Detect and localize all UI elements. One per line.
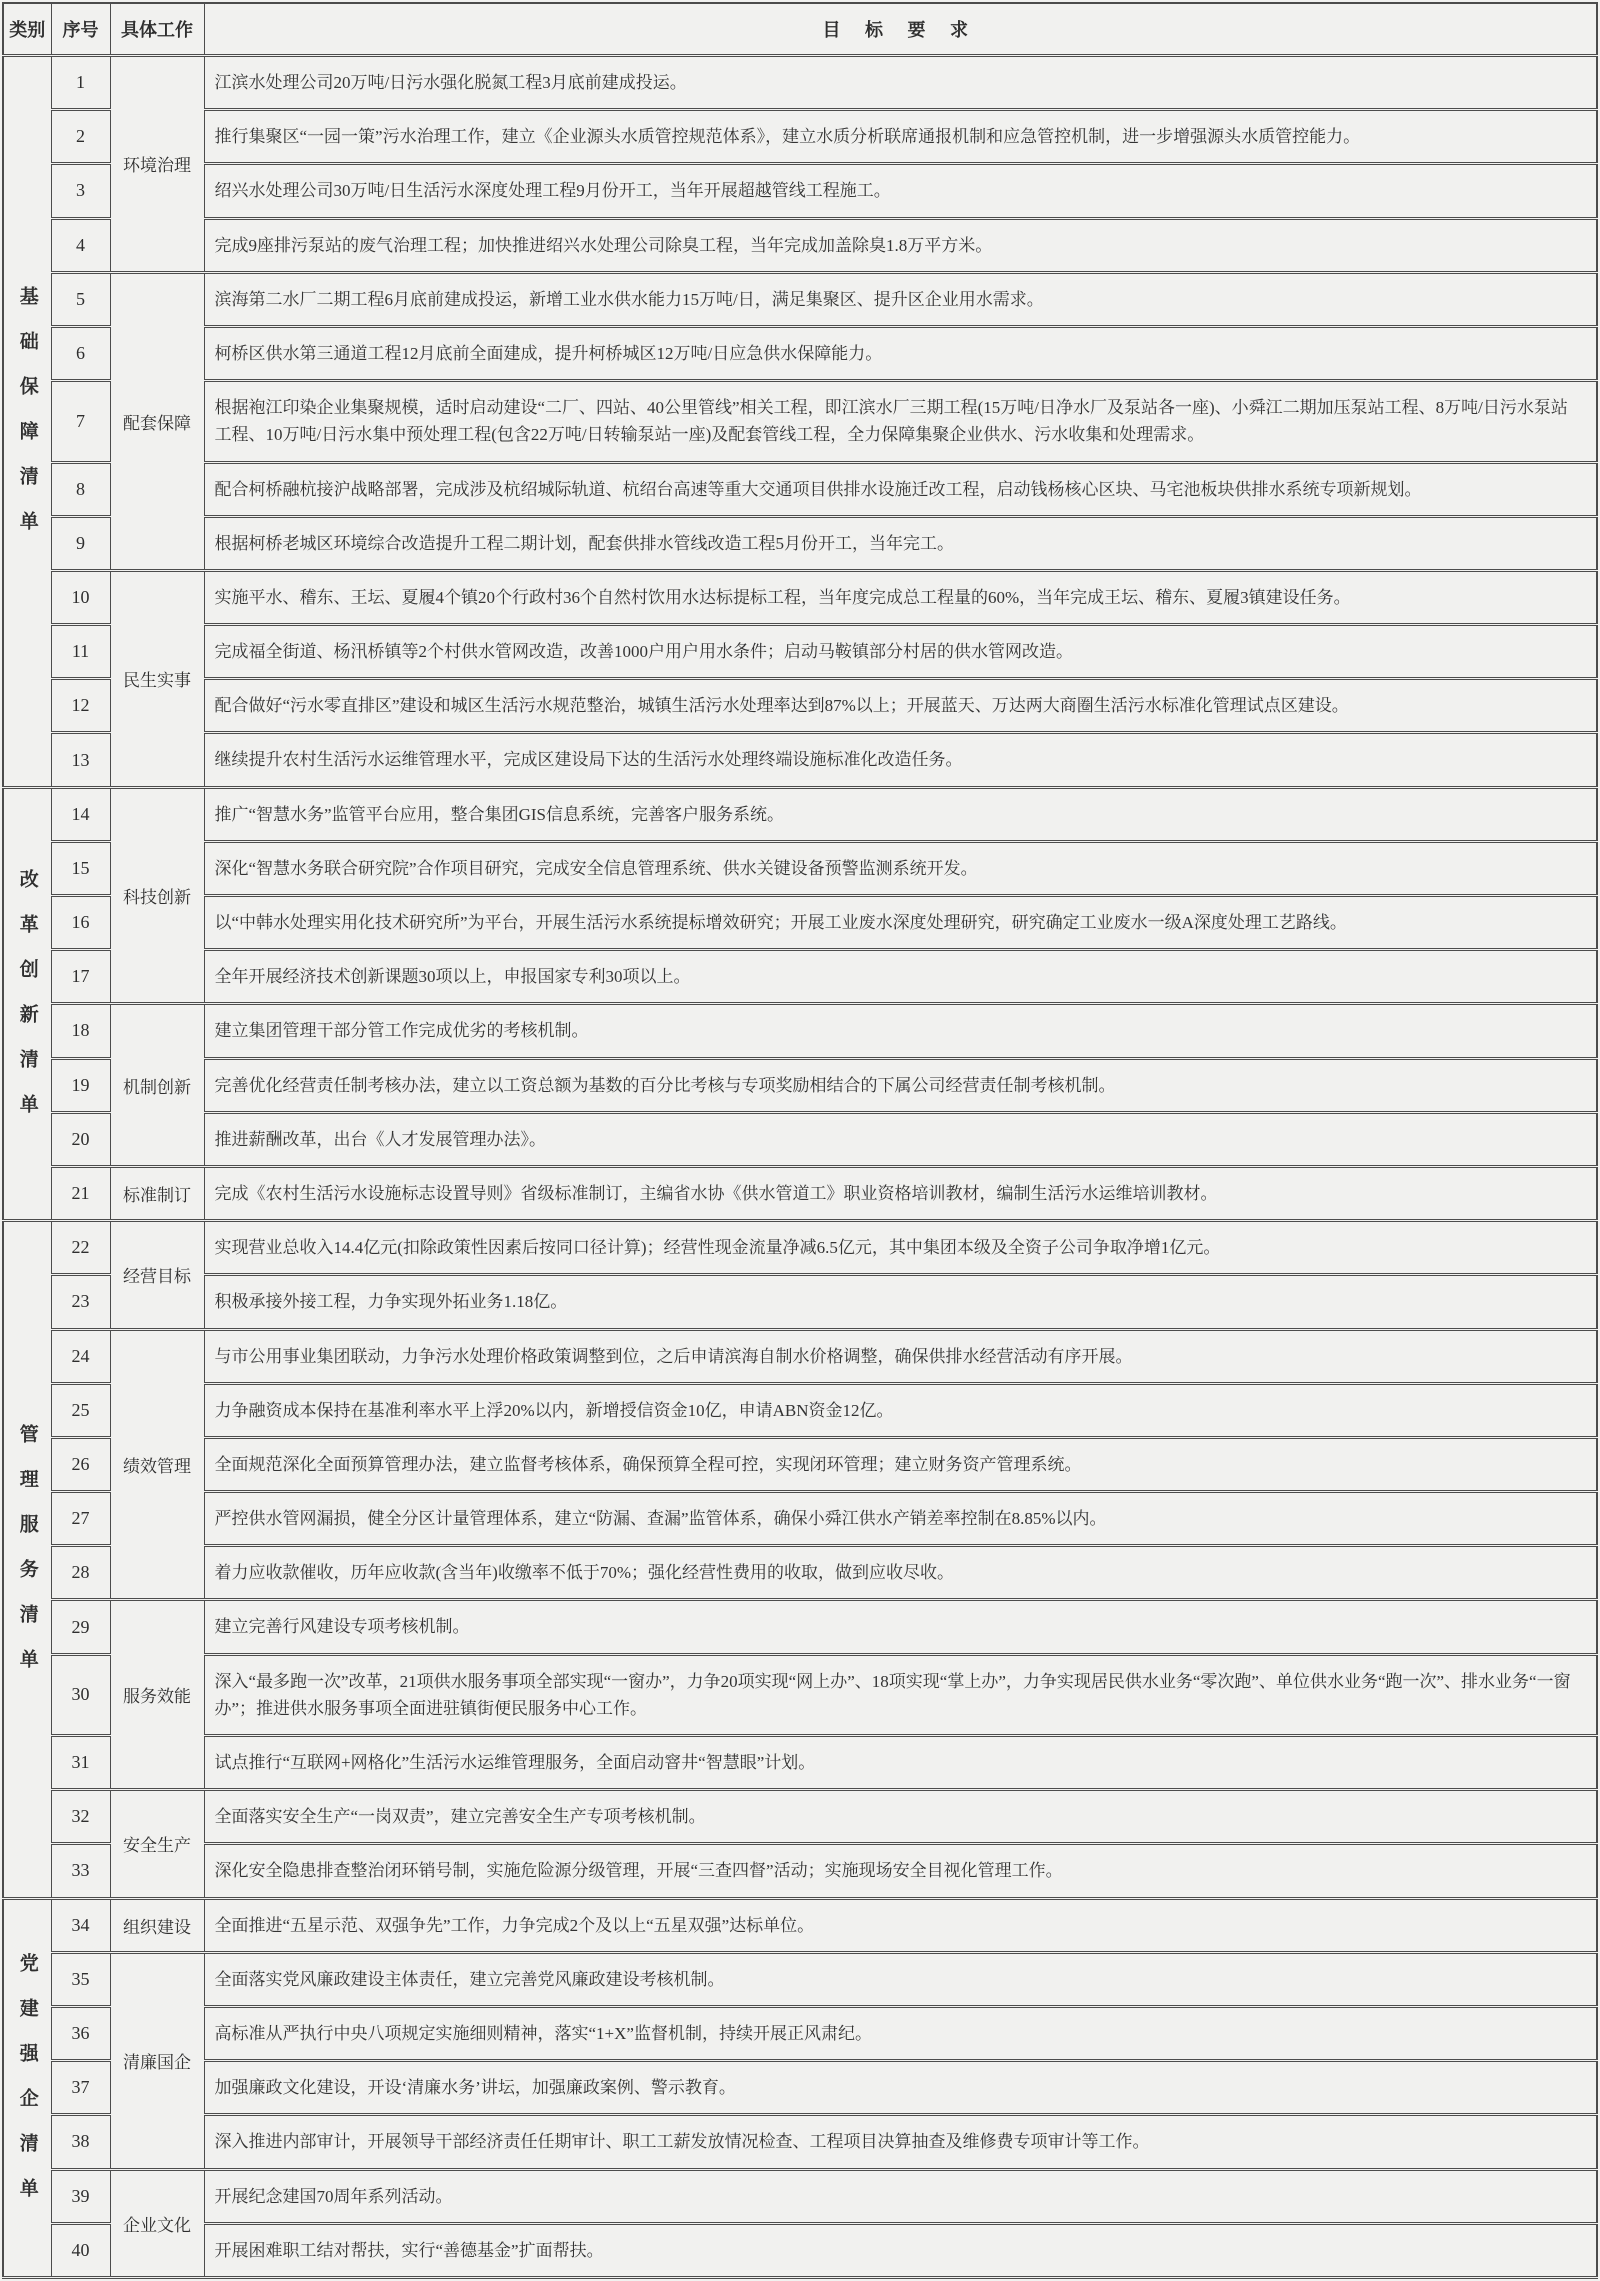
table-row xyxy=(3,1329,1597,1383)
row-number: 21 xyxy=(51,1166,110,1220)
goal-cell: 实现营业总收入14.4亿元(扣除政策性因素后按同口径计算)；经营性现金流量净减6.5亿元，其中集团本级及全资子公司争取净增1亿元。 xyxy=(204,1221,1597,1275)
row-number: 14 xyxy=(51,787,110,841)
goal-cell: 试点推行“互联网+网格化”生活污水运维管理服务，全面启动窨井“智慧眼”计划。 xyxy=(204,1736,1597,1790)
table-row xyxy=(3,625,1597,679)
work-cell: 科技创新 xyxy=(110,787,204,1004)
goal-cell: 全面落实党风廉政建设主体责任，建立完善党风廉政建设考核机制。 xyxy=(204,1952,1597,2006)
header-work: 具体工作 xyxy=(110,3,204,56)
row-number: 10 xyxy=(51,570,110,624)
goal-cell: 配合做好“污水零直排区”建设和城区生活污水规范整治，城镇生活污水处理率达到87%以上；开展蓝天、万达两大商圈生活污水标准化管理试点区建设。 xyxy=(204,679,1597,733)
row-number: 30 xyxy=(51,1654,110,1735)
table-row xyxy=(3,1221,1597,1275)
goal-cell: 高标准从严执行中央八项规定实施细则精神，落实“1+X”监督机制，持续开展正风肃纪。 xyxy=(204,2006,1597,2060)
goal-cell: 全年开展经济技术创新课题30项以上，申报国家专利30项以上。 xyxy=(204,950,1597,1004)
table-row xyxy=(3,733,1597,787)
row-number: 26 xyxy=(51,1437,110,1491)
goal-cell: 滨海第二水厂二期工程6月底前建成投运，新增工业水供水能力15万吨/日，满足集聚区、提升区企业用水需求。 xyxy=(204,272,1597,326)
goal-cell: 全面落实安全生产“一岗双责”，建立完善安全生产专项考核机制。 xyxy=(204,1790,1597,1844)
category-label: 改革创新清单 xyxy=(16,868,38,1139)
row-number: 1 xyxy=(51,56,110,110)
goal-cell: 以“中韩水处理实用化技术研究所”为平台，开展生活污水系统提标增效研究；开展工业废水深度处理研究，研究确定工业废水一级A深度处理工艺路线。 xyxy=(204,896,1597,950)
goal-cell: 绍兴水处理公司30万吨/日生活污水深度处理工程9月份开工，当年开展超越管线工程施工。 xyxy=(204,164,1597,218)
header-goal: 目 标 要 求 xyxy=(204,3,1597,56)
table-row xyxy=(3,2061,1597,2115)
goal-cell: 深化安全隐患排查整治闭环销号制，实施危险源分级管理，开展“三查四督”活动；实施现场安全目视化管理工作。 xyxy=(204,1844,1597,1898)
goal-cell: 配合柯桥融杭接沪战略部署，完成涉及杭绍城际轨道、杭绍台高速等重大交通项目供排水设施迁改工程，启动钱杨核心区块、马宅池板块供排水系统专项新规划。 xyxy=(204,462,1597,516)
table-row xyxy=(3,218,1597,272)
row-number: 31 xyxy=(51,1736,110,1790)
row-number: 20 xyxy=(51,1112,110,1166)
goal-cell: 严控供水管网漏损，健全分区计量管理体系，建立“防漏、查漏”监管体系，确保小舜江供水产销差率控制在8.85%以内。 xyxy=(204,1492,1597,1546)
work-cell: 企业文化 xyxy=(110,2169,204,2277)
goal-cell: 着力应收款催收，历年应收款(含当年)收缴率不低于70%；强化经营性费用的收取，做到应收尽收。 xyxy=(204,1546,1597,1600)
table-row xyxy=(3,1898,1597,1952)
work-cell: 配套保障 xyxy=(110,272,204,570)
row-number: 23 xyxy=(51,1275,110,1329)
table-row xyxy=(3,1790,1597,1844)
row-number: 3 xyxy=(51,164,110,218)
table-row xyxy=(3,462,1597,516)
table-row xyxy=(3,1736,1597,1790)
row-number: 8 xyxy=(51,462,110,516)
row-number: 11 xyxy=(51,625,110,679)
row-number: 29 xyxy=(51,1600,110,1654)
table-row xyxy=(3,679,1597,733)
table-row xyxy=(3,950,1597,1004)
goal-cell: 推行集聚区“一园一策”污水治理工作，建立《企业源头水质管控规范体系》，建立水质分析联席通报机制和应急管控机制，进一步增强源头水质管控能力。 xyxy=(204,110,1597,164)
row-number: 5 xyxy=(51,272,110,326)
goal-cell: 加强廉政文化建设，开设‘清廉水务’讲坛，加强廉政案例、警示教育。 xyxy=(204,2061,1597,2115)
row-number: 7 xyxy=(51,381,110,462)
row-number: 36 xyxy=(51,2006,110,2060)
work-cell: 组织建设 xyxy=(110,1898,204,1952)
work-cell: 绩效管理 xyxy=(110,1329,204,1600)
row-number: 19 xyxy=(51,1058,110,1112)
row-number: 17 xyxy=(51,950,110,1004)
goal-cell: 根据柯桥老城区环境综合改造提升工程二期计划，配套供排水管线改造工程5月份开工，当年完工。 xyxy=(204,516,1597,570)
goal-cell: 建立集团管理干部分管工作完成优劣的考核机制。 xyxy=(204,1004,1597,1058)
table-row xyxy=(3,1275,1597,1329)
goal-cell: 建立完善行风建设专项考核机制。 xyxy=(204,1600,1597,1654)
row-number: 35 xyxy=(51,1952,110,2006)
row-number: 32 xyxy=(51,1790,110,1844)
goal-cell: 完成《农村生活污水设施标志设置导则》省级标准制订，主编省水协《供水管道工》职业资格培训教材，编制生活污水运维培训教材。 xyxy=(204,1166,1597,1220)
work-cell: 安全生产 xyxy=(110,1790,204,1898)
goal-cell: 深入推进内部审计，开展领导干部经济责任任期审计、职工工薪发放情况检查、工程项目决算抽查及维修费专项审计等工作。 xyxy=(204,2115,1597,2169)
goal-cell: 推进薪酬改革，出台《人才发展管理办法》。 xyxy=(204,1112,1597,1166)
goal-cell: 根据袍江印染企业集聚规模，适时启动建设“二厂、四站、40公里管线”相关工程，即江滨水厂三期工程(15万吨/日净水厂及泵站各一座)、小舜江二期加压泵站工程、8万吨/日污水泵站工程、10万吨/日污水集中预处理工程(包含22万吨/日转输泵站一座)及配套管线工程，全力保障集聚企业供水、污水收集和处理需求。 xyxy=(204,381,1597,462)
row-number: 6 xyxy=(51,326,110,380)
table-row xyxy=(3,2169,1597,2223)
row-number: 13 xyxy=(51,733,110,787)
goal-cell: 力争融资成本保持在基准利率水平上浮20%以内，新增授信资金10亿，申请ABN资金12亿。 xyxy=(204,1383,1597,1437)
table-row xyxy=(3,164,1597,218)
row-number: 16 xyxy=(51,896,110,950)
goal-cell: 开展困难职工结对帮扶，实行“善德基金”扩面帮扶。 xyxy=(204,2223,1597,2277)
goal-cell: 开展纪念建国70周年系列活动。 xyxy=(204,2169,1597,2223)
goal-cell: 柯桥区供水第三通道工程12月底前全面建成，提升柯桥城区12万吨/日应急供水保障能力。 xyxy=(204,326,1597,380)
row-number: 39 xyxy=(51,2169,110,2223)
work-cell: 标准制订 xyxy=(110,1166,204,1220)
goal-cell: 全面推进“五星示范、双强争先”工作，力争完成2个及以上“五星双强”达标单位。 xyxy=(204,1898,1597,1952)
table-row xyxy=(3,381,1597,462)
table-row xyxy=(3,1383,1597,1437)
goal-cell: 深入“最多跑一次”改革，21项供水服务事项全部实现“一窗办”，力争20项实现“网上办”、18项实现“掌上办”，力争实现居民供水业务“零次跑”、单位供水业务“跑一次”、排水业务“一窗办”；推进供水服务事项全面进驻镇街便民服务中心工作。 xyxy=(204,1654,1597,1735)
goal-cell: 积极承接外接工程，力争实现外拓业务1.18亿。 xyxy=(204,1275,1597,1329)
goal-cell: 江滨水处理公司20万吨/日污水强化脱氮工程3月底前建成投运。 xyxy=(204,56,1597,110)
row-number: 24 xyxy=(51,1329,110,1383)
table-row xyxy=(3,1952,1597,2006)
row-number: 33 xyxy=(51,1844,110,1898)
header-row xyxy=(3,3,1597,56)
table-row xyxy=(3,1654,1597,1735)
goal-cell: 实施平水、稽东、王坛、夏履4个镇20个行政村36个自然村饮用水达标提标工程，当年度完成总工程量的60%，当年完成王坛、稽东、夏履3镇建设任务。 xyxy=(204,570,1597,624)
goal-cell: 完善优化经营责任制考核办法，建立以工资总额为基数的百分比考核与专项奖励相结合的下属公司经营责任制考核机制。 xyxy=(204,1058,1597,1112)
row-number: 18 xyxy=(51,1004,110,1058)
table-row xyxy=(3,516,1597,570)
row-number: 2 xyxy=(51,110,110,164)
row-number: 38 xyxy=(51,2115,110,2169)
table-row xyxy=(3,1600,1597,1654)
table-row xyxy=(3,1492,1597,1546)
header-no: 序号 xyxy=(51,3,110,56)
work-cell: 服务效能 xyxy=(110,1600,204,1790)
goal-cell: 完成福全街道、杨汛桥镇等2个村供水管网改造，改善1000户用户用水条件；启动马鞍镇部分村居的供水管网改造。 xyxy=(204,625,1597,679)
row-number: 28 xyxy=(51,1546,110,1600)
category-cell xyxy=(3,787,51,1221)
work-cell: 经营目标 xyxy=(110,1221,204,1329)
row-number: 22 xyxy=(51,1221,110,1275)
work-cell: 民生实事 xyxy=(110,570,204,787)
row-number: 37 xyxy=(51,2061,110,2115)
table-row xyxy=(3,56,1597,110)
category-label: 党建强企清单 xyxy=(16,1952,38,2223)
goal-requirements-table xyxy=(2,2,1598,2279)
table-row xyxy=(3,1437,1597,1491)
header-category: 类别 xyxy=(3,3,51,56)
category-label: 基础保障清单 xyxy=(16,286,38,557)
goal-cell: 继续提升农村生活污水运维管理水平，完成区建设局下达的生活污水处理终端设施标准化改造任务。 xyxy=(204,733,1597,787)
category-cell xyxy=(3,56,51,788)
table-row xyxy=(3,787,1597,841)
work-cell: 环境治理 xyxy=(110,56,204,273)
table-row xyxy=(3,2115,1597,2169)
goal-cell: 完成9座排污泵站的废气治理工程；加快推进绍兴水处理公司除臭工程，当年完成加盖除臭1.8万平方米。 xyxy=(204,218,1597,272)
table-row xyxy=(3,2223,1597,2277)
goal-cell: 全面规范深化全面预算管理办法，建立监督考核体系，确保预算全程可控，实现闭环管理；建立财务资产管理系统。 xyxy=(204,1437,1597,1491)
row-number: 25 xyxy=(51,1383,110,1437)
table-row xyxy=(3,841,1597,895)
table-row xyxy=(3,272,1597,326)
table-row xyxy=(3,326,1597,380)
work-cell: 机制创新 xyxy=(110,1004,204,1167)
work-cell: 清廉国企 xyxy=(110,1952,204,2169)
table-row xyxy=(3,1004,1597,1058)
table-row xyxy=(3,2006,1597,2060)
goal-cell: 与市公用事业集团联动，力争污水处理价格政策调整到位，之后申请滨海自制水价格调整，确保供排水经营活动有序开展。 xyxy=(204,1329,1597,1383)
row-number: 34 xyxy=(51,1898,110,1952)
row-number: 12 xyxy=(51,679,110,733)
table-row xyxy=(3,1166,1597,1220)
row-number: 4 xyxy=(51,218,110,272)
category-label: 管理服务清单 xyxy=(16,1424,38,1695)
row-number: 27 xyxy=(51,1492,110,1546)
table-row xyxy=(3,1058,1597,1112)
row-number: 9 xyxy=(51,516,110,570)
row-number: 15 xyxy=(51,841,110,895)
table-row xyxy=(3,1546,1597,1600)
category-cell xyxy=(3,1898,51,2277)
goal-cell: 深化“智慧水务联合研究院”合作项目研究，完成安全信息管理系统、供水关键设备预警监测系统开发。 xyxy=(204,841,1597,895)
category-cell xyxy=(3,1221,51,1898)
table-row xyxy=(3,1844,1597,1898)
table-row xyxy=(3,570,1597,624)
row-number: 40 xyxy=(51,2223,110,2277)
table-row xyxy=(3,1112,1597,1166)
table-row xyxy=(3,110,1597,164)
table-row xyxy=(3,896,1597,950)
goal-cell: 推广“智慧水务”监管平台应用，整合集团GIS信息系统，完善客户服务系统。 xyxy=(204,787,1597,841)
